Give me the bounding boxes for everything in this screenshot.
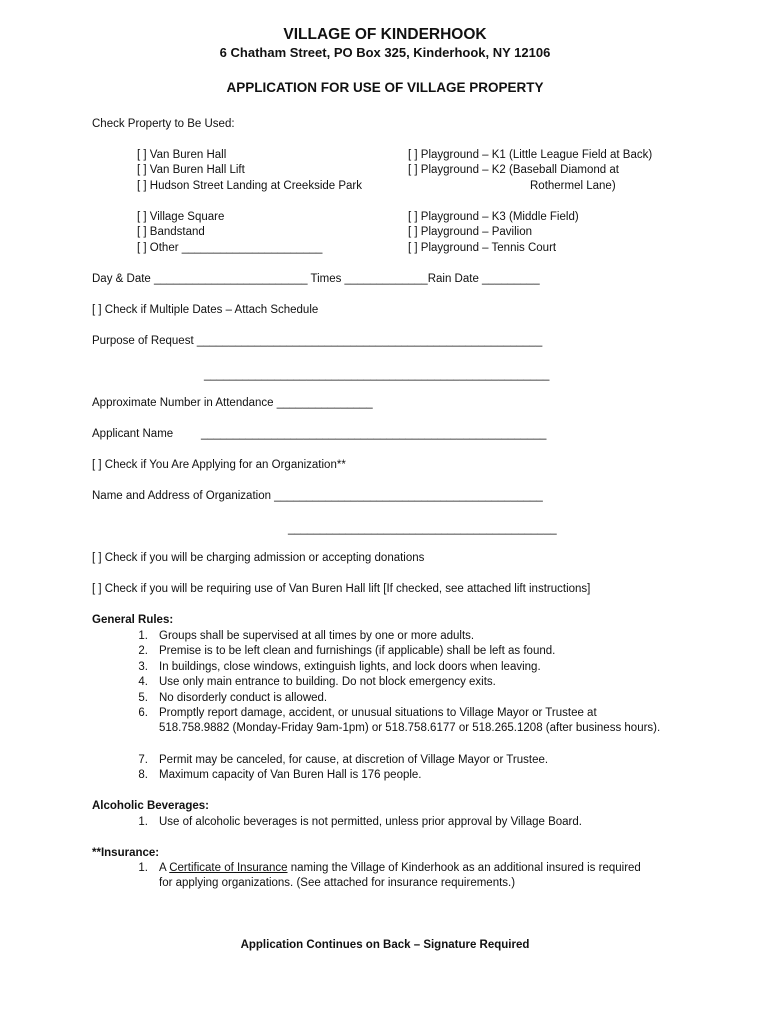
rule-number: 6. bbox=[138, 707, 148, 719]
property-playground-k1[interactable]: [ ] Playground – K1 (Little League Field at Back) bbox=[408, 149, 653, 161]
rule-text: Premise is to be left clean and furnishings (if applicable) shall be left as found. bbox=[159, 645, 556, 657]
property-playground-k2-cont: Rothermel Lane) bbox=[530, 180, 616, 192]
property-village-square[interactable]: [ ] Village Square bbox=[137, 211, 225, 223]
alcohol-heading: Alcoholic Beverages: bbox=[92, 800, 209, 812]
rule-number: 3. bbox=[138, 661, 148, 673]
alcohol-text: Use of alcoholic beverages is not permitted, unless prior approval by Village Board. bbox=[159, 816, 582, 828]
property-bandstand[interactable]: [ ] Bandstand bbox=[137, 226, 205, 238]
admission-checkbox[interactable]: [ ] Check if you will be charging admission or accepting donations bbox=[92, 552, 425, 564]
applicant-name-field[interactable]: ______________________________________________________ bbox=[201, 428, 547, 440]
rule-number: 1. bbox=[138, 630, 148, 642]
property-playground-k2[interactable]: [ ] Playground – K2 (Baseball Diamond at bbox=[408, 164, 619, 176]
rule-text: Maximum capacity of Van Buren Hall is 176 people. bbox=[159, 769, 422, 781]
rule-text: In buildings, close windows, extinguish lights, and lock doors when leaving. bbox=[159, 661, 541, 673]
property-hudson-street-landing[interactable]: [ ] Hudson Street Landing at Creekside Park bbox=[137, 180, 363, 192]
rule-number: 5. bbox=[138, 692, 148, 704]
property-van-buren-hall[interactable]: [ ] Van Buren Hall bbox=[137, 149, 227, 161]
day-date-field[interactable]: Day & Date ________________________ Times _____________Rain Date _________ bbox=[92, 273, 540, 285]
org-address-field-line2[interactable]: __________________________________________ bbox=[288, 523, 557, 535]
organization-checkbox[interactable]: [ ] Check if You Are Applying for an Organization** bbox=[92, 459, 346, 471]
rule-number: 8. bbox=[138, 769, 148, 781]
property-van-buren-hall-lift[interactable]: [ ] Van Buren Hall Lift bbox=[137, 164, 245, 176]
rule-text: Groups shall be supervised at all times by one or more adults. bbox=[159, 630, 475, 642]
purpose-field-line2[interactable]: ______________________________________________________ bbox=[204, 369, 550, 381]
general-rules-heading: General Rules: bbox=[92, 614, 174, 626]
lift-checkbox[interactable]: [ ] Check if you will be requiring use of Van Buren Hall lift [If checked, see attached lift instructions] bbox=[92, 583, 591, 595]
applicant-name-label: Applicant Name bbox=[92, 428, 174, 440]
rule-text: No disorderly conduct is allowed. bbox=[159, 692, 328, 704]
rule-text: Promptly report damage, accident, or unusual situations to Village Mayor or Trustee at 518.758.9882 (Monday-Friday 9am-1pm) or 518.758.6177 or 518.265.1208 (after business hours). bbox=[159, 707, 661, 734]
village-address: 6 Chatham Street, PO Box 325, Kinderhook, NY 12106 bbox=[219, 45, 551, 60]
rule-number: 7. bbox=[138, 754, 148, 766]
insurance-heading: **Insurance: bbox=[92, 847, 160, 859]
property-intro: Check Property to Be Used: bbox=[92, 118, 235, 130]
org-address-field[interactable]: Name and Address of Organization __________________________________________ bbox=[92, 490, 543, 502]
rule-text: Permit may be canceled, for cause, at discretion of Village Mayor or Trustee. bbox=[159, 754, 549, 766]
property-playground-k3[interactable]: [ ] Playground – K3 (Middle Field) bbox=[408, 211, 579, 223]
property-playground-pavilion[interactable]: [ ] Playground – Pavilion bbox=[408, 226, 533, 238]
rule-number: 2. bbox=[138, 645, 148, 657]
alcohol-number: 1. bbox=[138, 816, 148, 828]
insurance-text: A Certificate of Insurance naming the Village of Kinderhook as an additional insured is required for applying organizations. (See attached for insurance requirements.) bbox=[159, 862, 641, 889]
insurance-number: 1. bbox=[138, 862, 148, 874]
footer-note: Application Continues on Back – Signature Required bbox=[240, 939, 530, 951]
rule-number: 4. bbox=[138, 676, 148, 688]
form-title: APPLICATION FOR USE OF VILLAGE PROPERTY bbox=[226, 80, 544, 95]
attendance-field[interactable]: Approximate Number in Attendance _______________ bbox=[92, 397, 373, 409]
multiple-dates-checkbox[interactable]: [ ] Check if Multiple Dates – Attach Schedule bbox=[92, 304, 319, 316]
certificate-of-insurance-link[interactable]: Certificate of Insurance bbox=[169, 862, 288, 874]
purpose-field[interactable]: Purpose of Request ______________________________________________________ bbox=[92, 335, 543, 347]
rule-text: Use only main entrance to building. Do not block emergency exits. bbox=[159, 676, 496, 688]
village-title: VILLAGE OF KINDERHOOK bbox=[283, 26, 487, 43]
property-playground-tennis[interactable]: [ ] Playground – Tennis Court bbox=[408, 242, 557, 254]
property-other[interactable]: [ ] Other ______________________ bbox=[137, 242, 323, 254]
